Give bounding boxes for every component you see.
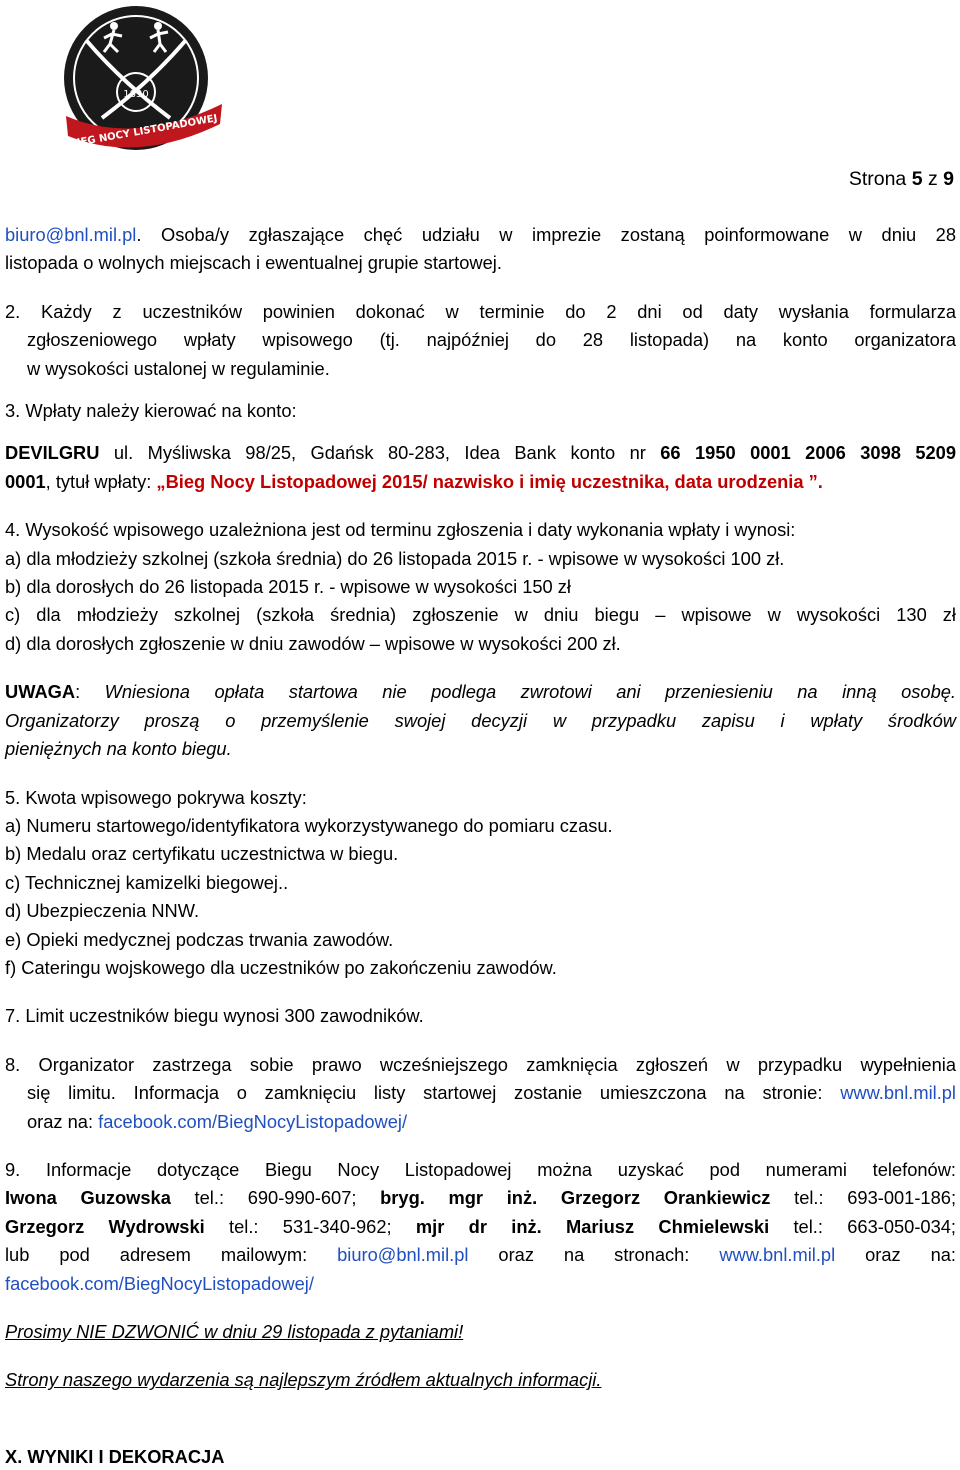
list-item: c) Technicznej kamizelki biegowej..	[5, 871, 289, 893]
website-link[interactable]: www.bnl.mil.pl	[840, 1082, 956, 1104]
facebook-link[interactable]: facebook.com/BiegNocyListopadowej/	[5, 1272, 314, 1294]
paragraph-2: 2. Każdy z uczestników powinien dokonać w terminie do 2 dni od daty wysłania formularza	[5, 300, 956, 322]
bank-details: DEVILGRU ul. Myśliwska 98/25, Gdańsk 80-283, Idea Bank konto nr 66 1950 0001 2006 3098 5209	[5, 442, 956, 464]
document-body: biuro@bnl.mil.pl. Osoba/y zgłaszające chęć udziału w imprezie zostaną poinformowane w dniu 28 listopada o wolnych miejscach i ewentualnej grupie startowej. 2. Każdy z uczestników powinien dokonać w terminie do 2 dni od daty wysłania formularza zgłoszeniowego wpłaty wpisowego (tj. najpóźniej do 28 listopada) na konto organizatora w wysokości ustalonej w regulaminie. 3. Wpłaty należy kierować na konto: DEVILGRU ul. Myśliwska 98/25, Gdańsk 80-283, Idea Bank konto nr 66 1950 0001 2006 3098 5209 0001, tytuł wpłaty: „Bieg Nocy Listopadowej 2015/ nazwisko i imię uczestnika, data urodzenia ”. 4. Wysokość wpisowego uzależniona jest od terminu zgłoszenia i daty wykonania wpłaty i wynosi: a) dla młodzieży szkolnej (szkoła średnia) do 26 listopada 2015 r. - wpisowe w wysokości 100 zł. b) dla dorosłych do 26 listopada 2015 r. - wpisowe w wysokości 150 zł c) dla młodzieży szkolnej (szkoła średnia) zgłoszenie w dniu biegu – wpisowe w wysokości 130 zł d) dla dorosłych zgłoszenie w dniu zawodów – wpisowe w wysokości 200 zł. UWAGA: Wniesiona opłata startowa nie podlega zwrotowi ani przeniesieniu na inną osobę. Organizatorzy proszą o przemyślenie swojej decyzji w przypadku zapisu i wpłaty środków pieniężnych na konto biegu. 5. Kwota wpisowego pokrywa koszty: a) Numeru startowego/identyfikatora wykorzystywanego do pomiaru czasu. b) Medalu oraz certyfikatu uczestnictwa w biegu. c) Technicznej kamizelki biegowej.. d) Ubezpieczenia NNW. e) Opieki medycznej podczas trwania zawodów. f) Cateringu wojskowego dla uczestników po zakończeniu zawodów. 7. Limit uczestników biegu wynosi 300 zawodników. 8. Organizator zastrzega sobie prawo wcześniejszego zamknięcia zgłoszeń w przypadku wypełnienia się limitu. Informacja o zamknięciu listy startowej zostanie umieszczona na stronie: www.bnl.mil.pl oraz na: facebook.com/BiegNocyListopadowej/ 9. Informacje dotyczące Biegu Nocy Listopadowej można uzyskać pod numerami telefonów: Iwona Guzowska tel.: 690-990-607; bryg. mgr inż. Grzegorz Orankiewicz tel.: 693-001-186; Grzegorz Wydrowski tel.: 531-340-962; mjr dr inż. Mariusz Chmielewski tel.: 663-050-034; lub pod adresem mailowym: biuro@bnl.mil.pl oraz na stronach: www.bnl.mil.pl oraz na: facebook.com/BiegNocyListopadowej/ Prosimy NIE DZWONIĆ w dniu 29 listopada z pytaniami! Strony naszego wydarzenia są najlepszym źródłem aktualnych informacji.	[5, 221, 956, 1395]
paragraph-4: 4. Wysokość wpisowego uzależniona jest od terminu zgłoszenia i daty wykonania wpłaty i wynosi:	[5, 519, 796, 541]
notice: UWAGA: Wniesiona opłata startowa nie podlega zwrotowi ani przeniesieniu na inną osobę.	[5, 681, 956, 703]
list-item: a) Numeru startowego/identyfikatora wykorzystywanego do pomiaru czasu.	[5, 814, 613, 836]
website-link[interactable]: www.bnl.mil.pl	[719, 1244, 836, 1266]
facebook-link[interactable]: facebook.com/BiegNocyListopadowej/	[98, 1110, 408, 1132]
logo-year: 1830	[123, 89, 149, 100]
section-heading: X. WYNIKI I DEKORACJA	[5, 1446, 225, 1467]
paragraph-registration-info: biuro@bnl.mil.pl. Osoba/y zgłaszające chęć udziału w imprezie zostaną poinformowane w dniu 28	[5, 224, 956, 245]
account-number: 66 1950 0001 2006 3098 5209	[660, 442, 956, 464]
logo-banner-text: BIEG NOCY LISTOPADOWEJ	[68, 113, 219, 150]
paragraph-9: 9. Informacje dotyczące Biegu Nocy Listopadowej można uzyskać pod numerami telefonów:	[5, 1158, 956, 1180]
bieg-nocy-listopadowej-logo	[52, 0, 224, 160]
paragraph-7: 7. Limit uczestników biegu wynosi 300 zawodników.	[5, 1005, 424, 1027]
list-item: f) Cateringu wojskowego dla uczestników po zakończeniu zawodów.	[5, 956, 557, 978]
list-item: b) Medalu oraz certyfikatu uczestnictwa w biegu.	[5, 843, 399, 865]
paragraph-5-title: 5. Kwota wpisowego pokrywa koszty:	[5, 786, 307, 808]
page-number: Strona 5 z 9	[848, 168, 954, 190]
list-item: e) Opieki medycznej podczas trwania zawodów.	[5, 928, 394, 950]
email-link[interactable]: biuro@bnl.mil.pl	[5, 224, 137, 245]
warning-no-calls: Prosimy NIE DZWONIĆ w dniu 29 listopada z pytaniami!	[5, 1321, 464, 1342]
paragraph-8: 8. Organizator zastrzega sobie prawo wcześniejszego zamknięcia zgłoszeń w przypadku wypełnienia	[5, 1053, 956, 1075]
list-item: d) Ubezpieczenia NNW.	[5, 900, 200, 922]
warning-info-source: Strony naszego wydarzenia są najlepszym źródłem aktualnych informacji.	[5, 1369, 602, 1391]
transfer-title: „Bieg Nocy Listopadowej 2015/ nazwisko i imię uczestnika, data urodzenia ”.	[156, 470, 823, 492]
email-link[interactable]: biuro@bnl.mil.pl	[337, 1244, 469, 1266]
paragraph-3-title: 3. Wpłaty należy kierować na konto:	[5, 400, 297, 422]
